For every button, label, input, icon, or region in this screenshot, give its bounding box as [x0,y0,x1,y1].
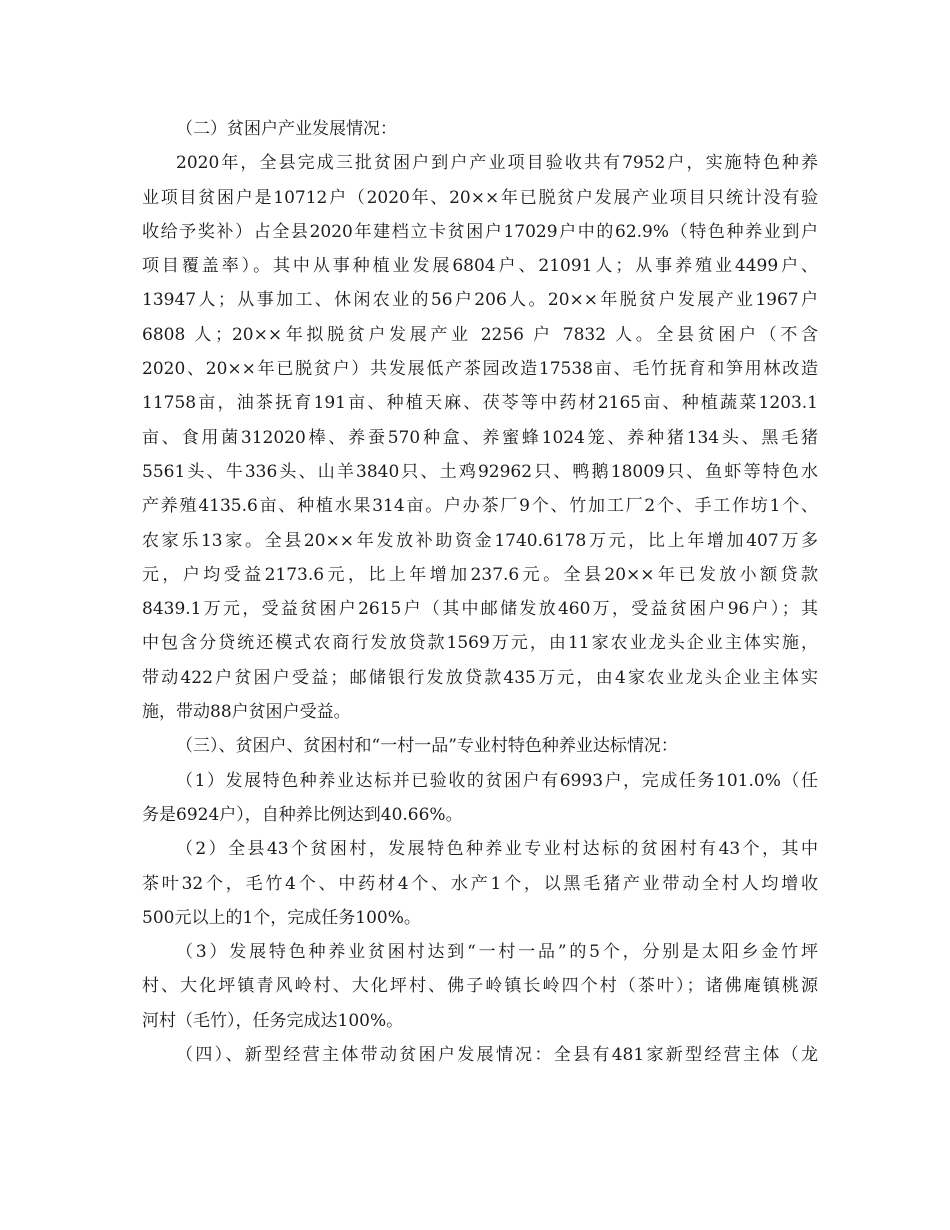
text-line: 业项目贫困户是10712户（2020年、20××年已脱贫户发展产业项目只统计没有验 [142,187,818,208]
section-2-heading [142,112,818,146]
section-4-heading [142,1038,818,1072]
text-line: 河村（毛竹），任务完成达100%。 [142,1010,404,1031]
section-2-body [142,146,818,729]
text-line: （三）、贫困户、贫困村和“一村一品”专业村特色种养业达标情况： [176,736,678,757]
text-line: 13947人；从事加工、休闲农业的56户206人。20××年脱贫户发展产业1967户 [142,290,818,311]
text-line: 6808 人；20××年拟脱贫户发展产业 2256 户 7832 人。全县贫困户（不含 [142,324,818,345]
text-line: 务是6924户），自种养比例达到40.66%。 [142,804,463,825]
text-line: 2020年，全县完成三批贫困户到户产业项目验收共有7952户，实施特色种养 [176,153,818,174]
text-line: 带动422户贫困户受益；邮储银行发放贷款435万元，由4家农业龙头企业主体实 [142,667,818,688]
text-line: 8439.1万元，受益贫困户2615户（其中邮储发放460万，受益贫困户96户）；其 [142,599,818,620]
text-line: 2020、20××年已脱贫户）共发展低产茶园改造17538亩、毛竹抚育和笋用林改造 [142,359,818,380]
text-line: 5561头、牛336头、山羊3840只、土鸡92962只、鸭鹅18009只、鱼虾等特色水 [142,461,818,482]
section-3-heading [142,729,818,763]
text-line: （四）、新型经营主体带动贫困户发展情况：全县有481家新型经营主体（龙 [176,1045,818,1066]
text-line: 500元以上的1个，完成任务100%。 [142,907,421,928]
text-line: 村、大化坪镇青风岭村、大化坪村、佛子岭镇长岭四个村（茶叶）；诸佛庵镇桃源 [142,976,818,997]
text-line: 施，带动88户贫困户受益。 [142,702,351,723]
text-line: （二）贫困户产业发展情况： [176,119,397,139]
text-line: 中包含分贷统还模式农商行发放贷款1569万元，由11家农业龙头企业主体实施， [142,633,818,654]
text-line: 项目覆盖率）。其中从事种植业发展6804户、21091人；从事养殖业4499户、 [142,256,818,277]
text-line: 11758亩，油茶抚育191亩、种植天麻、茯苓等中药材2165亩、种植蔬菜1203.1 [142,393,818,414]
text-line: 亩、食用菌312020棒、养蚕570种盒、养蜜蜂1024笼、养种猪134头、黑毛猪 [142,427,818,448]
text-line: （3）发展特色种养业贫困村达到“一村一品”的5个，分别是太阳乡金竹坪 [176,942,818,963]
text-line: 元，户均受益2173.6元，比上年增加237.6元。全县20××年已发放小额贷款 [142,564,818,585]
section-3-item-2 [142,832,818,935]
text-line: 产养殖4135.6亩、种植水果314亩。户办茶厂9个、竹加工厂2个、手工作坊1个、 [142,496,818,517]
text-line: 农家乐13家。全县20××年发放补助资金1740.6178万元，比上年增加407万多 [142,530,818,551]
document-page [142,112,818,1072]
text-line: 茶叶32个，毛竹4个、中药材4个、水产1个，以黑毛猪产业带动全村人均增收 [142,873,818,894]
text-line: （2）全县43个贫困村，发展特色种养业专业村达标的贫困村有43个，其中 [176,839,818,860]
text-line: （1）发展特色种养业达标并已验收的贫困户有6993户，完成任务101.0%（任 [176,770,818,791]
section-3-item-3 [142,935,818,1038]
section-3-item-1 [142,764,818,833]
text-line: 收给予奖补）占全县2020年建档立卡贫困户17029户中的62.9%（特色种养业到户 [142,221,818,242]
